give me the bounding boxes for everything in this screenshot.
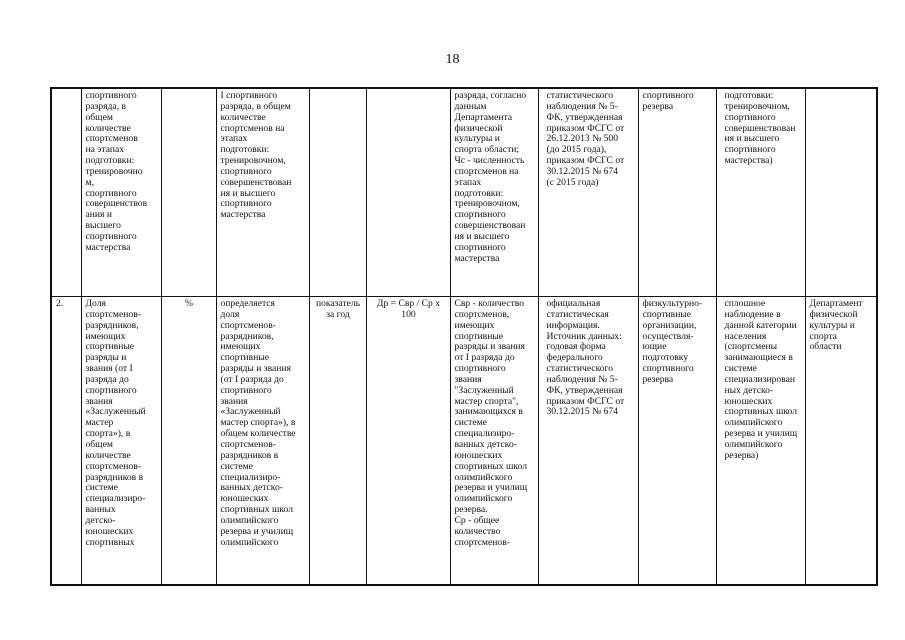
time-characteristic-cell (309, 88, 366, 297)
formula-variables-cell: разряда, согласно данным Департамента физической культуры и спорта области; Чс - численность спортсменов на этапах подготовки: тренировочном, спортивного совершенствован ия и высшего спортивного мастерства (450, 88, 538, 297)
data-source-cell: официальная статистическая информация. Источник данных: годовая форма федерального статистического наблюдения № 5- ФК, утвержденная приказом ФСГС от 30.12.2015 № 674 (538, 297, 638, 586)
table-row (51, 88, 877, 297)
collection-method-cell: подготовки: тренировочном, спортивного совершенствован ия и высшего спортивного мастерства) (716, 88, 805, 297)
indicator-name-cell: Доля спортсменов- разрядников, имеющих спортивные разряды и звания (от I разряда до спортивного звания «Заслуженный мастер спорта»), в общем количестве спортсменов- разрядников в системе специализиро- ванных детско- юношеских спортивных (81, 297, 161, 586)
indicator-name-cell: спортивного разряда, в общем количестве спортсменов на этапах подготовки: тренировочно м, спортивного совершенствов ания и высшего спортивного мастерства (81, 88, 161, 297)
observation-unit-cell: физкультурно- спортивные организации, осуществля- ющие подготовку спортивного резерва (638, 297, 716, 586)
definition-cell: определяется доля спортсменов- разрядников, имеющих спортивные разряды и звания (от I разряда до спортивного звания «Заслуженный мастер спорта»), в общем количестве спортсменов- разрядников в системе специализиро- ванных детско- юношеских спортивных школ олимпийского резерва и училищ олимпийского (216, 297, 309, 586)
indicator-table (50, 87, 878, 586)
observation-unit-cell: спортивного резерва (638, 88, 716, 297)
formula-cell (366, 88, 450, 297)
formula-cell: Др = Свр / Ср х 100 (366, 297, 450, 586)
page-number: 18 (445, 52, 460, 67)
formula-variables-cell: Свр - количество спортсменов, имеющих спортивные разряды и звания от I разряда до спортивного звания "Заслуженный мастер спорта", занимающихся в системе специализиро- ванных детско- юношеских спортивных школ олимпийского резерва и училищ олимпийского резерва. Ср - общее количество спортсменов- (450, 297, 538, 586)
row-number-cell (51, 88, 81, 297)
responsible-cell (805, 88, 877, 297)
row-number-cell: 2. (51, 297, 81, 586)
unit-cell (161, 88, 216, 297)
unit-cell: % (161, 297, 216, 586)
data-source-cell: статистического наблюдения № 5- ФК, утвержденная приказом ФСГС от 26.12.2013 № 500 (до 2015 года), приказом ФСГС от 30.12.2015 № 674 (с 2015 года) (538, 88, 638, 297)
time-characteristic-cell: показатель за год (309, 297, 366, 586)
table-row (51, 297, 877, 586)
collection-method-cell: сплошное наблюдение в данной категории населения (спортсмены занимающиеся в системе специализирован ных детско- юношеских спортивных школ олимпийского резерва и училищ олимпийского резерва) (716, 297, 805, 586)
definition-cell: I спортивного разряда, в общем количестве спортсменов на этапах подготовки: тренировочном, спортивного совершенствован ия и высшего спортивного мастерства (216, 88, 309, 297)
responsible-cell: Департамент физической культуры и спорта области (805, 297, 877, 586)
